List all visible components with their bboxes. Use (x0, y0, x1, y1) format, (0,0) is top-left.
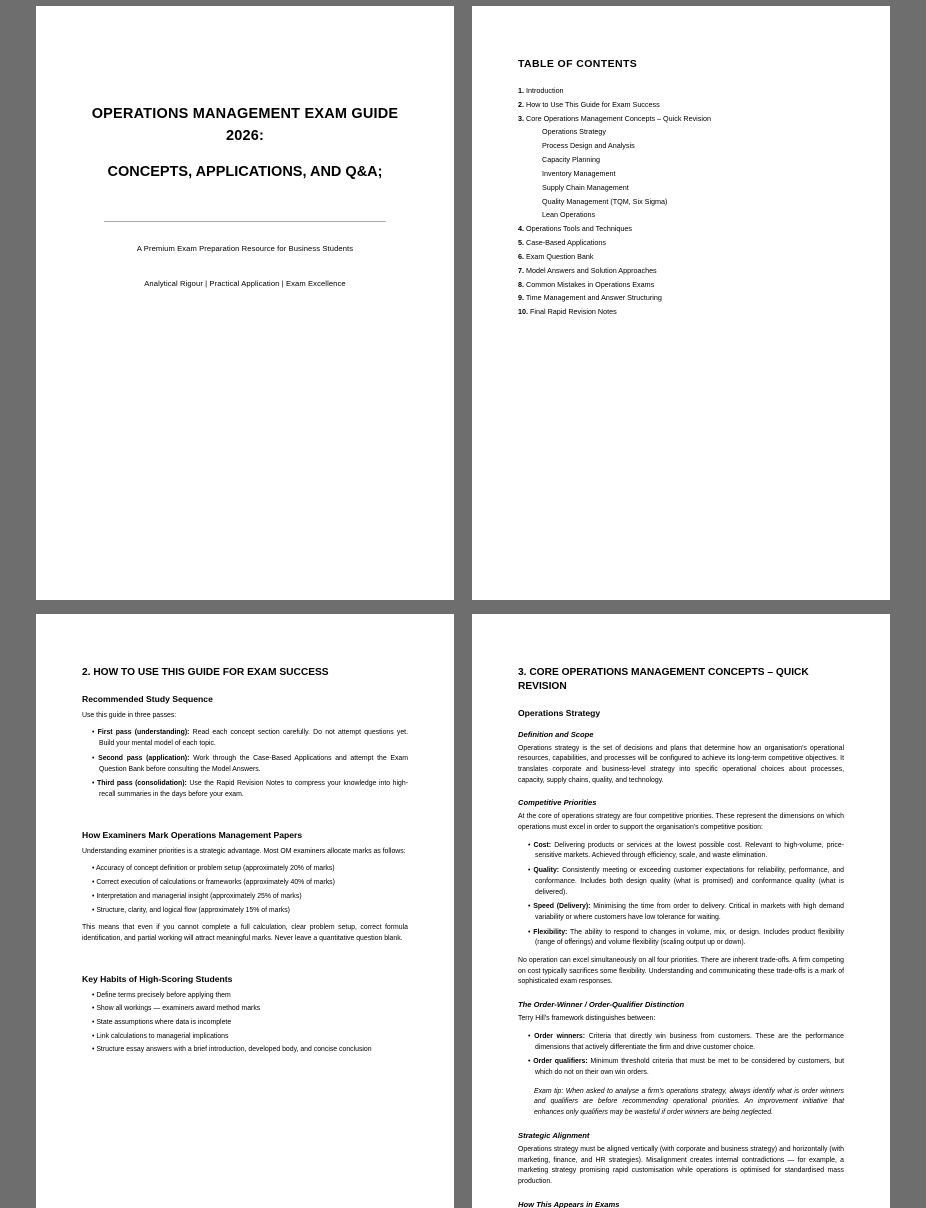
toc-entry-label: Core Operations Management Concepts – Quick Revision (526, 113, 711, 123)
list-item-text: Consistently meeting or exceeding customer expectations for reliability, performance, and conformance. Includes both design quality (what is promised) and conformance quality (what is delivered). (535, 867, 845, 896)
toc-subentry[interactable]: Inventory Management (542, 168, 616, 178)
list-item (528, 866, 844, 898)
toc-entry[interactable] (518, 305, 844, 319)
list-item (528, 1032, 844, 1053)
subsection-heading-marking: How Examiners Mark Operations Management Papers (82, 829, 303, 840)
list-item-lead: Speed (Delivery): (533, 903, 591, 911)
marking-allocation-list (82, 864, 408, 916)
toc-subentry[interactable]: Quality Management (TQM, Six Sigma) (542, 196, 668, 206)
definition-and-scope-text: Operations strategy is the set of decisions and plans that determine how an organisation's operational resources, capabilities, and processes will be configured to achieve its long-term competitive objectives. It translates corporate and business-level strategy into specific operational choices about processes, capacity, supply chains, quality, and technology. (518, 744, 844, 784)
list-item (92, 779, 408, 800)
toc-subentry[interactable]: Supply Chain Management (542, 182, 629, 192)
toc-entry-number: 5. (518, 238, 524, 248)
list-item (92, 754, 408, 775)
list-item-lead: Quality: (533, 867, 560, 875)
section-heading: 2. HOW TO USE THIS GUIDE FOR EXAM SUCCESS (82, 667, 329, 678)
marking-outro: This means that even if you cannot complete a full calculation, clear problem setup, correct formula identification, and partial working will attract meaningful marks. Never leave a quantitative question blank. (82, 924, 408, 942)
list-item-text: Delivering products or services at the lowest possible cost. Relevant to high-volume, price-sensitive markets. Achieved through efficiency, scale, and waste elimination. (535, 841, 844, 860)
toc-entry-number: 2. (518, 99, 524, 109)
toc-entry-number: 9. (518, 293, 524, 303)
toc-entry-label: Model Answers and Solution Approaches (526, 265, 657, 275)
list-item (528, 841, 844, 862)
toc-subentry[interactable]: Capacity Planning (542, 155, 600, 165)
strategic-alignment-text: Operations strategy must be aligned vertically (with corporate and business strategy) and horizontally (with marketing, finance, and HR strategies). Misalignment creates internal contradictions — for example, a marketing strategy promising rapid customisation while operations is optimised for standardised mass production. (518, 1145, 844, 1185)
page-how-to-use (36, 614, 454, 1208)
list-item-text: Work through the Case-Based Applications and attempt the Exam Question Bank before consulting the Model Answers. (99, 754, 408, 773)
heading-strategic-alignment: Strategic Alignment (518, 1130, 590, 1140)
page-table-of-contents (472, 6, 890, 600)
toc-heading: TABLE OF CONTENTS (518, 58, 638, 70)
list-item-text: Read each concept section carefully. Do not attempt questions yet. Build your mental model of each topic. (99, 729, 409, 748)
subsection-heading-study-sequence: Recommended Study Sequence (82, 693, 213, 704)
list-item (528, 1057, 844, 1078)
toc-subentry[interactable]: Process Design and Analysis (542, 141, 635, 151)
toc-entry[interactable] (518, 250, 844, 264)
list-item-text: Criteria that directly win business from customers. These are the performance dimensions that actively differentiate the firm and drive customer choice. (535, 1032, 844, 1051)
toc-entry[interactable] (518, 112, 844, 126)
title-tagline: A Premium Exam Preparation Resource for Business Students (136, 244, 354, 254)
list-item-lead: First pass (understanding): (97, 729, 190, 737)
spacer (82, 952, 408, 960)
list-item-text: Use the Rapid Revision Notes to compress your knowledge into high-recall summaries in the days before your exam. (99, 780, 409, 798)
exam-tip-callout: Exam tip: When asked to analyse a firm's operations strategy, always identify what is order winners and qualifiers are before recommending operational priorities. An improvement initiative that enhances only qualifiers may be wasteful if order winners are being neglected. (534, 1087, 844, 1117)
subsection-heading-operations-strategy: Operations Strategy (518, 707, 601, 718)
toc-entry-number: 6. (518, 251, 524, 261)
study-sequence-list (82, 728, 408, 800)
heading-order-winner-qualifier: The Order-Winner / Order-Qualifier Distinction (518, 1000, 685, 1010)
list-item: • Structure essay answers with a brief introduction, developed body, and concise conclusion (92, 1045, 408, 1056)
toc-entry[interactable] (518, 98, 844, 112)
toc-subentry[interactable]: Lean Operations (542, 210, 596, 220)
list-item-text: The ability to respond to changes in volume, mix, or design. Includes product flexibility (range of offerings) and volume flexibility (scaling output up or down). (535, 928, 844, 947)
list-item: • Correct execution of calculations or frameworks (approximately 40% of marks) (92, 878, 408, 889)
document-title-line1: OPERATIONS MANAGEMENT EXAM GUIDE (91, 106, 399, 122)
order-winner-intro: Terry Hill's framework distinguishes between: (518, 1015, 656, 1023)
toc-entry-number: 3. (518, 113, 524, 123)
order-winner-list (518, 1032, 844, 1079)
toc-entry[interactable] (518, 84, 844, 98)
competitive-priorities-outro: No operation can excel simultaneously on all four priorities. There are inherent trade-offs. A firm competing on cost typically sacrifices some flexibility. Understanding and communicating these trade-offs is a mark of sophisticated exam responses. (518, 957, 844, 986)
toc-entry-label: Time Management and Answer Structuring (525, 293, 662, 303)
section-heading: 3. CORE OPERATIONS MANAGEMENT CONCEPTS – QUICK REVISION (518, 667, 809, 692)
toc-list (518, 84, 844, 319)
toc-entry-label: How to Use This Guide for Exam Success (526, 99, 660, 109)
list-item-lead: Cost: (533, 841, 552, 849)
toc-entry-number: 10. (518, 307, 528, 317)
competitive-priorities-list (518, 841, 844, 949)
list-item: • State assumptions where data is incomplete (92, 1018, 408, 1029)
list-item: • Link calculations to managerial implications (92, 1032, 408, 1043)
title-divider (104, 221, 386, 222)
competitive-priorities-intro: At the core of operations strategy are four competitive priorities. These represent the dimensions on which operations must excel in order to support the organisation's competitive position: (518, 813, 844, 832)
heading-how-this-appears-in-exams: How This Appears in Exams (518, 1199, 620, 1208)
study-sequence-intro: Use this guide in three passes: (82, 711, 177, 719)
page-core-concepts (472, 614, 890, 1208)
list-item-text: Minimum threshold criteria that must be met to be considered by customers, but which do not on their own win orders. (535, 1058, 845, 1076)
toc-entry[interactable] (518, 264, 844, 278)
list-item-lead: Order winners: (534, 1032, 586, 1040)
page-title (36, 6, 454, 600)
subsection-heading-key-habits: Key Habits of High-Scoring Students (82, 973, 233, 984)
toc-entry-number: 8. (518, 279, 524, 289)
document-title-line2: 2026: (225, 127, 265, 144)
spacer (82, 808, 408, 816)
heading-competitive-priorities: Competitive Priorities (518, 798, 597, 808)
toc-entry[interactable] (518, 236, 844, 250)
list-item-lead: Third pass (consolidation): (97, 780, 187, 788)
toc-subentry[interactable]: Operations Strategy (542, 127, 606, 137)
list-item (528, 902, 844, 923)
toc-entry-number: 4. (518, 224, 524, 234)
list-item-lead: Order qualifiers: (533, 1058, 588, 1066)
document-subtitle: CONCEPTS, APPLICATIONS, AND Q&A; (107, 163, 383, 180)
title-block (82, 104, 408, 183)
list-item (528, 928, 844, 949)
toc-entry[interactable] (518, 278, 844, 292)
toc-entry-label: Case-Based Applications (526, 238, 606, 248)
toc-entry-label: Final Rapid Revision Notes (530, 307, 617, 317)
list-item (92, 728, 408, 749)
list-item: • Accuracy of concept definition or problem setup (approximately 20% of marks) (92, 864, 408, 875)
list-item-text: Minimising the time from order to delivery. Critical in markets with high demand variability or where customers have low tolerance for waiting. (535, 903, 845, 921)
list-item: • Interpretation and managerial insight (approximately 25% of marks) (92, 892, 408, 903)
heading-definition-and-scope: Definition and Scope (518, 729, 594, 739)
list-item: • Structure, clarity, and logical flow (approximately 15% of marks) (92, 906, 408, 917)
toc-entry-label: Common Mistakes in Operations Exams (526, 279, 655, 289)
toc-entry[interactable] (518, 291, 844, 305)
key-habits-list (82, 991, 408, 1057)
toc-entry[interactable] (518, 222, 844, 236)
list-item: • Define terms precisely before applying them (92, 991, 408, 1002)
toc-entry-label: Introduction (526, 86, 564, 95)
list-item-lead: Second pass (application): (98, 754, 190, 762)
toc-entry-number: 1. (518, 86, 524, 95)
toc-entry-label: Exam Question Bank (526, 251, 594, 261)
list-item-lead: Flexibility: (533, 928, 568, 936)
marking-intro: Understanding examiner priorities is a strategic advantage. Most OM examiners allocate marks as follows: (82, 847, 406, 855)
title-tagline-secondary: Analytical Rigour | Practical Application | Exam Excellence (144, 279, 346, 289)
list-item: • Show all workings — examiners award method marks (92, 1004, 408, 1015)
toc-entry-label: Operations Tools and Techniques (526, 224, 633, 234)
toc-entry-number: 7. (518, 265, 524, 275)
